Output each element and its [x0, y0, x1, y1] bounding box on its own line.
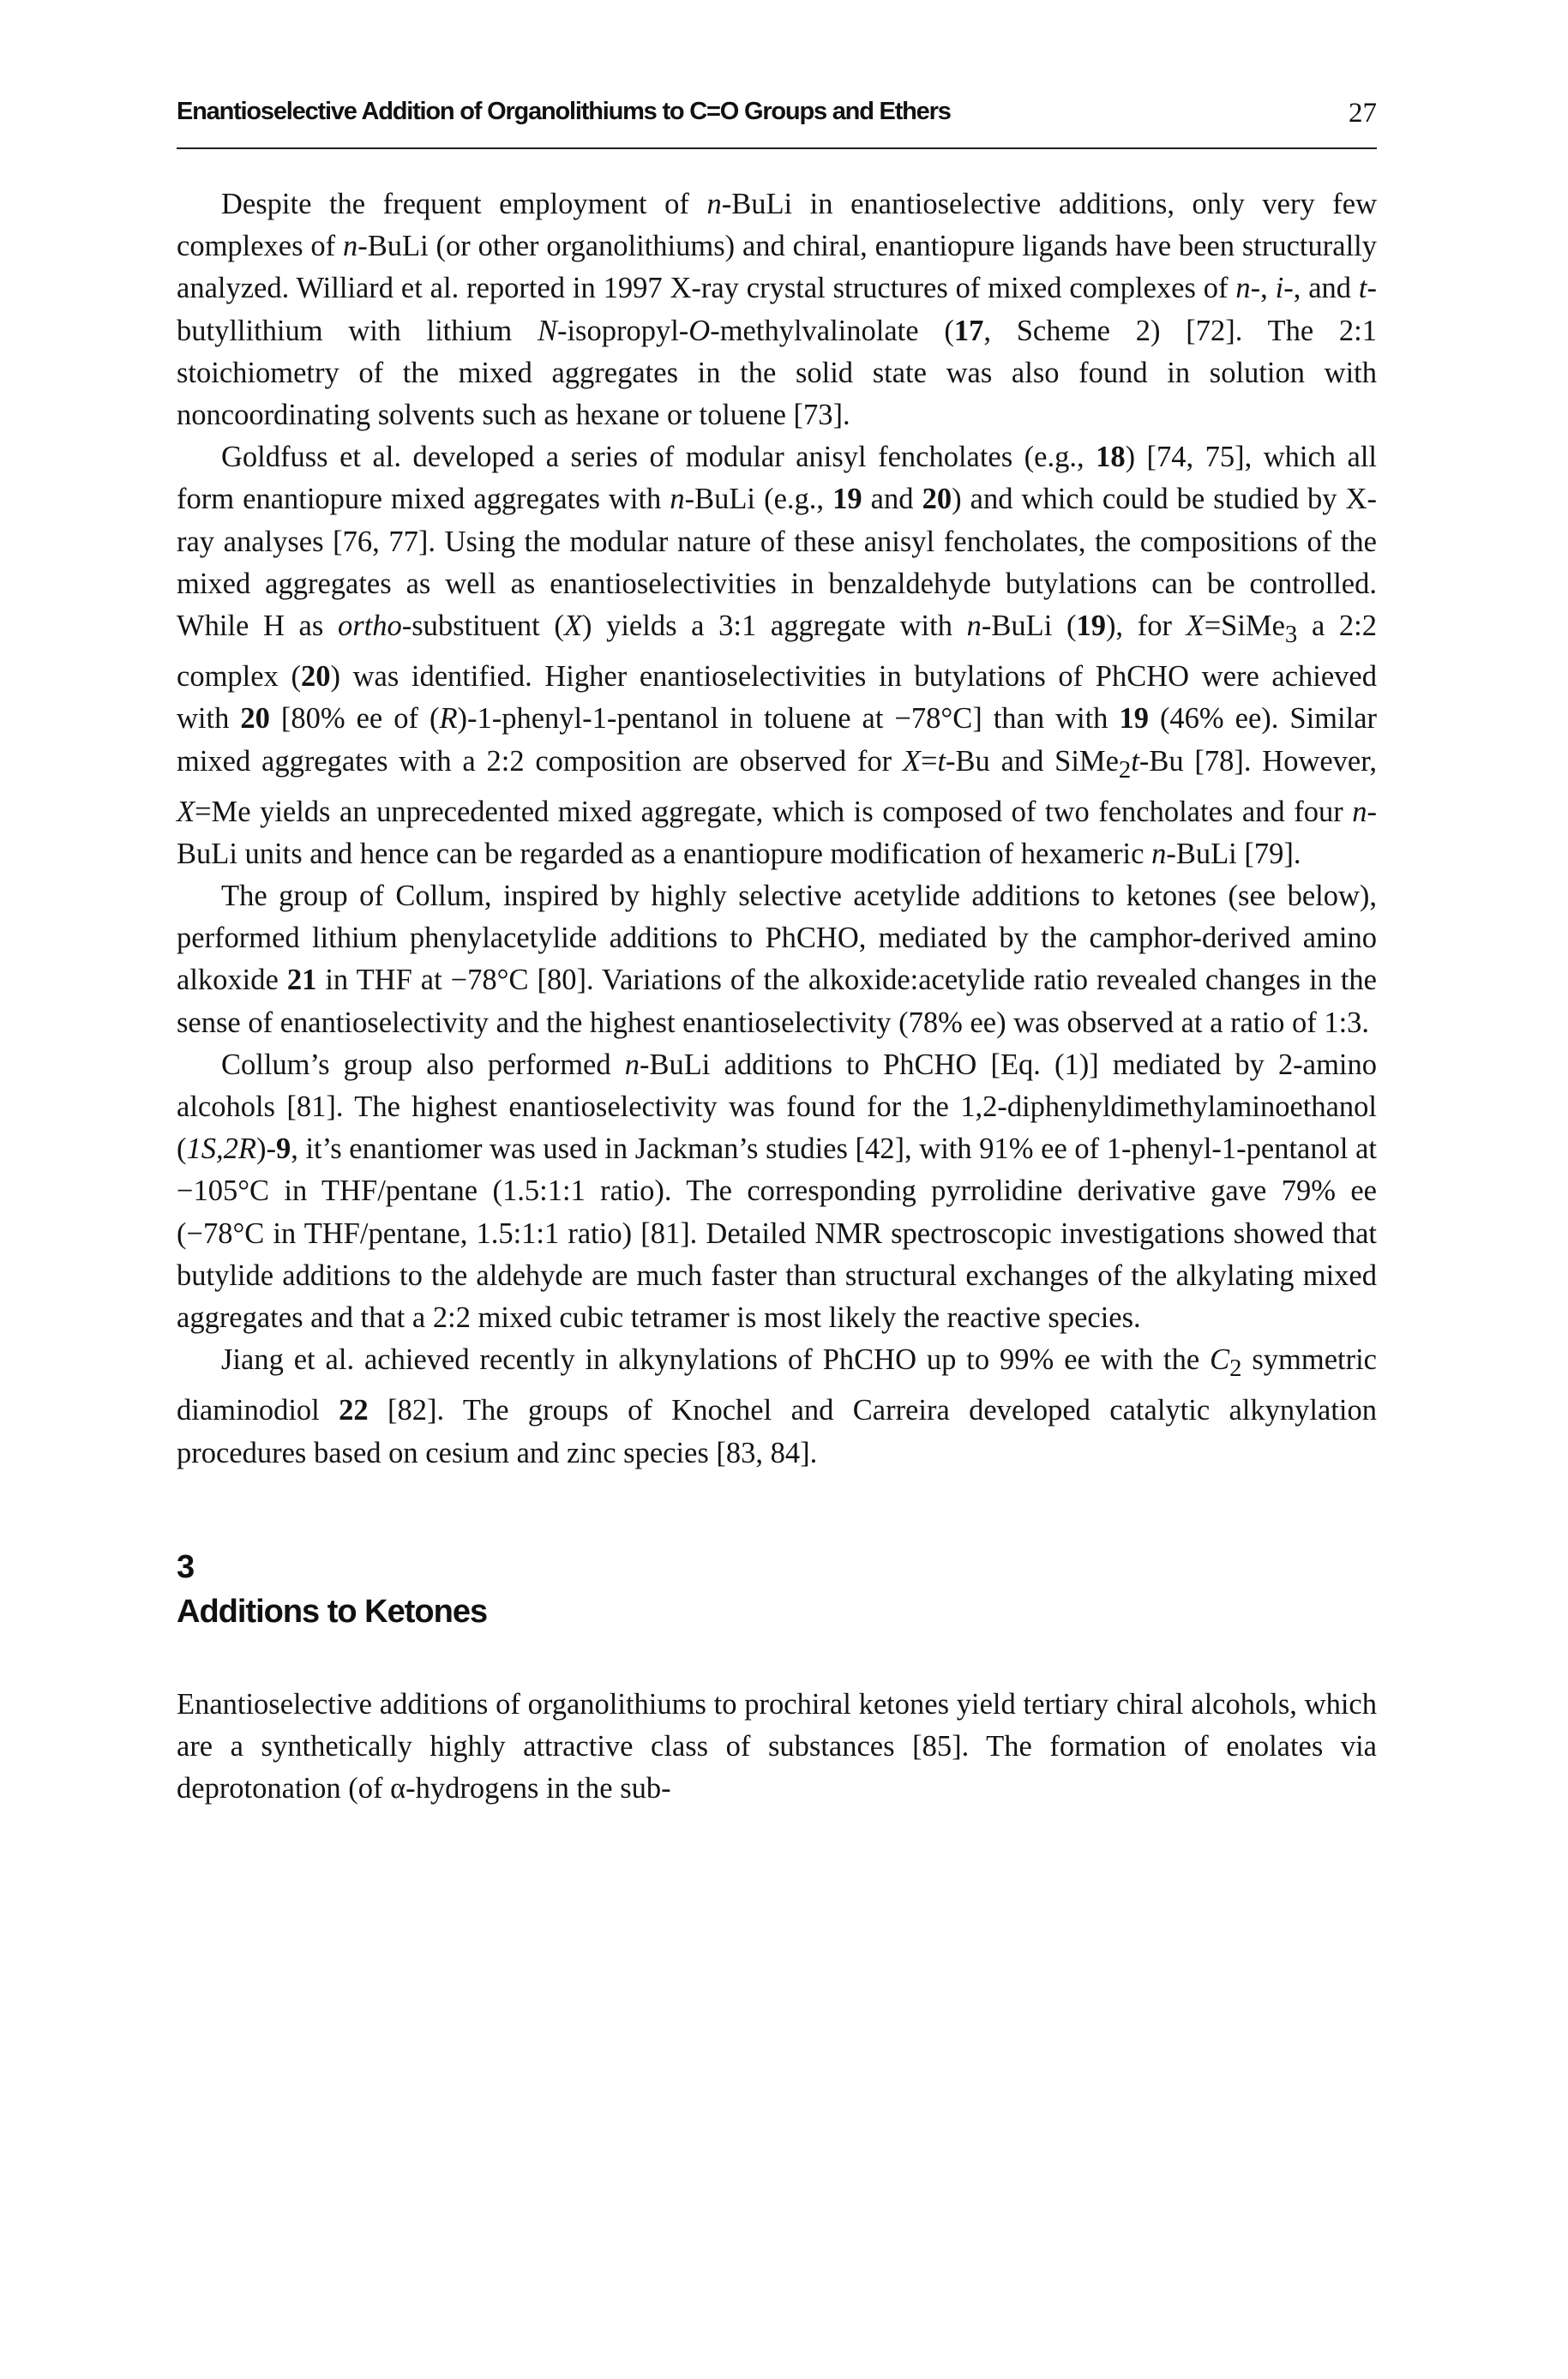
italic-text: n: [966, 610, 982, 643]
italic-text: C: [1210, 1343, 1230, 1377]
text-run: -BuLi (: [981, 610, 1077, 643]
text-run: a 2:2 complex (: [177, 610, 1378, 694]
page: [177, 93, 1377, 1810]
text-run: [82]. The groups of Knochel and Carreira developed catalytic alkynylation procedures based on cesium and zinc species [83, 84].: [177, 1394, 1377, 1469]
text-run: , it’s enantiomer was used in Jackman’s studies [42], with 91% ee of 1-phenyl-1-pentanol at −105°C in THF/pentane (1.5:1:1 ratio). The corresponding pyrrolidine derivative gave 79% ee (−78°C in THF/pentane, 1.5:1:1 ratio) [81]. Detailed NMR spectroscopic investigations showed that butylide additions to the aldehyde are much faster than structural exchanges of the alkylating mixed aggregates and that a 2:2 mixed cubic tetramer is most likely the reactive species.: [177, 1132, 1377, 1335]
italic-text: n: [1352, 795, 1367, 828]
text-run: Enantioselective additions of organolithiums to prochiral ketones yield tertiary chiral alcohols, which are a synthetically highly attractive class of substances [85]. The formation of enolates via deprotonation (of α-hydrogens in the sub-: [177, 1687, 1377, 1805]
italic-text: O: [688, 314, 711, 347]
text-run: -BuLi in enantioselective additions, only very few complexes of: [177, 188, 1377, 263]
text-run: ) yields a 3:1 aggregate with: [581, 610, 967, 643]
text-run: symmetric diaminodiol: [177, 1343, 1377, 1427]
text-run: -substituent (: [401, 610, 564, 643]
compound-number: 18: [1096, 441, 1126, 474]
compound-number: 20: [300, 660, 331, 694]
text-run: )-: [255, 1132, 276, 1166]
italic-text: n: [1151, 837, 1167, 870]
text-run: -methylvalinolate (: [710, 314, 954, 347]
paragraph: [177, 875, 1377, 1044]
text-run: Goldfuss et al. developed a series of modular anisyl fencholates (e.g.,: [221, 441, 1096, 474]
italic-text: R: [439, 702, 458, 736]
running-title: Enantioselective Addition of Organolithiums to C=O Groups and Ethers: [177, 98, 951, 125]
text-run: -BuLi additions to PhCHO [Eq. (1)] mediated by 2-amino alcohols [81]. The highest enantioselectivity was found for the 1,2-diphenyldimethylaminoethanol (: [177, 1048, 1377, 1166]
italic-text: i: [1275, 272, 1284, 305]
italic-text: X: [1186, 610, 1205, 643]
text-run: -BuLi (e.g.,: [684, 483, 833, 516]
compound-number: 19: [1119, 702, 1149, 736]
italic-text: X: [177, 795, 195, 828]
italic-text: X: [902, 744, 921, 778]
text-run: =: [920, 744, 938, 778]
italic-text: t: [937, 744, 946, 778]
page-number: 27: [1349, 98, 1377, 129]
text-run: and: [862, 483, 922, 516]
text-run: in THF at −78°C [80]. Variations of the alkoxide:acetylide ratio revealed changes in the sense of enantioselectivity and the highest enantioselectivity (78% ee) was observed at a ratio of 1:3.: [177, 964, 1377, 1039]
italic-text: ortho: [337, 610, 402, 643]
text-run: ) [74, 75], which all form enantiopure mixed aggregates with: [177, 441, 1377, 516]
text-run: -BuLi units and hence can be regarded as a enantiopure modification of hexameric: [177, 795, 1377, 870]
text-run: Collum’s group also performed: [221, 1048, 625, 1081]
italic-text: 1S,2R: [186, 1132, 256, 1166]
italic-text: n: [343, 230, 358, 263]
text-run: -Bu and SiMe: [946, 744, 1119, 778]
italic-text: X: [563, 610, 582, 643]
text-run: -Bu [78]. However,: [1138, 744, 1377, 778]
italic-text: n: [706, 188, 722, 220]
section-number: 3: [177, 1548, 195, 1585]
italic-text: N: [537, 314, 557, 347]
text-run: [80% ee of (: [269, 702, 440, 736]
section-title: Additions to Ketones: [177, 1593, 488, 1630]
subscript: 2: [1229, 1355, 1242, 1383]
section-heading: [177, 1545, 1377, 1634]
paragraph: [177, 1044, 1377, 1339]
italic-text: n: [670, 483, 685, 516]
paragraph: [177, 1684, 1377, 1811]
text-run: (46% ee). Similar mixed aggregates with a 2:2 composition are observed for: [177, 702, 1377, 778]
text-run: -BuLi (or other organolithiums) and chiral, enantiopure ligands have been structurally analyzed. Williard et al. reported in 1997 X-ray crystal structures of mixed complexes of: [177, 230, 1377, 305]
text-run: =Me yields an unprecedented mixed aggregate, which is composed of two fencholates and four: [195, 795, 1353, 828]
compound-number: 22: [339, 1394, 369, 1427]
paragraph: [177, 436, 1377, 875]
subscript: 3: [1284, 620, 1298, 648]
compound-number: 20: [240, 702, 270, 736]
italic-text: t: [1131, 744, 1139, 778]
text-run: Jiang et al. achieved recently in alkynylations of PhCHO up to 99% ee with the: [221, 1343, 1211, 1377]
text-run: ) was identified. Higher enantioselectivities in butylations of PhCHO were achieved with: [177, 660, 1377, 736]
text-run: -isopropyl-: [556, 314, 689, 347]
text-run: -BuLi [79].: [1166, 837, 1301, 870]
compound-number: 9: [275, 1132, 291, 1166]
italic-text: t: [1358, 272, 1367, 305]
text-run: -,: [1250, 272, 1276, 305]
italic-text: n: [624, 1048, 640, 1081]
text-run: =SiMe: [1204, 610, 1285, 643]
paragraph: [177, 1339, 1377, 1475]
compound-number: 19: [832, 483, 862, 516]
paragraph: [177, 183, 1377, 436]
text-run: Despite the frequent employment of: [221, 188, 707, 220]
text-run: , Scheme 2) [72]. The 2:1 stoichiometry of the mixed aggregates in the solid state was also found in solution with noncoordinating solvents such as hexane or toluene [73].: [177, 314, 1378, 432]
text-run: The group of Collum, inspired by highly selective acetylide additions to ketones (see below), performed lithium phenylacetylide additions to PhCHO, mediated by the camphor-derived amino alkoxide: [177, 880, 1377, 997]
compound-number: 17: [953, 314, 984, 347]
compound-number: 20: [922, 483, 952, 516]
body-text: [177, 183, 1377, 1810]
compound-number: 19: [1076, 610, 1106, 643]
text-run: -, and: [1283, 272, 1359, 305]
text-run: ) and which could be studied by X-ray analyses [76, 77]. Using the modular nature of these anisyl fencholates, the compositions of the mixed aggregates as well as enantioselectivities in benzaldehyde butylations can be controlled. While H as: [177, 483, 1377, 643]
text-run: -butyllithium with lithium: [177, 272, 1377, 347]
subscript: 2: [1118, 755, 1132, 784]
text-run: )-1-phenyl-1-pentanol in toluene at −78°C] than with: [457, 702, 1120, 736]
compound-number: 21: [286, 964, 317, 997]
running-header: [177, 93, 1377, 149]
italic-text: n: [1235, 272, 1251, 305]
text-run: ), for: [1105, 610, 1187, 643]
